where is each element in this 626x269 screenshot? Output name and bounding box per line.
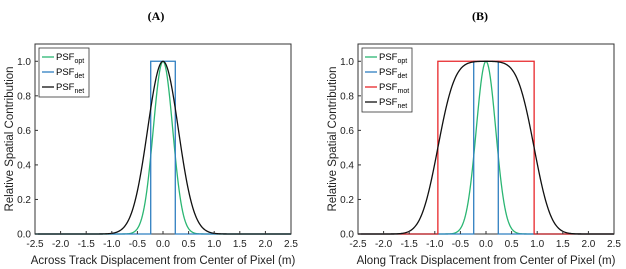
y-tick-label: 0.0 [340, 229, 354, 241]
legend-entry-opt: $PSF_{opt}$ [56, 52, 85, 65]
y-tick-label: 0.0 [17, 229, 31, 241]
legend-entry-net: $PSF_{net}$ [379, 97, 408, 110]
panel-a-label: (A) [147, 9, 165, 23]
panel-a-ylabel: Relative Spatial Contribution [4, 66, 16, 212]
x-tick-label: -1.5 [77, 239, 95, 250]
x-tick-label: -2.0 [51, 239, 70, 250]
y-tick-label: 0.8 [17, 91, 31, 103]
x-tick-label: 0.0 [156, 239, 170, 250]
y-tick-label: 0.6 [17, 125, 31, 137]
y-tick-label: 1.0 [17, 56, 31, 68]
x-tick-label: -2.0 [374, 239, 393, 250]
panel-a-legend [39, 48, 89, 97]
panel-a [4, 9, 298, 267]
y-tick-label: 0.6 [340, 125, 354, 137]
x-tick-label: 2.5 [284, 239, 298, 250]
x-tick-label: 2.0 [581, 239, 596, 250]
legend-entry-opt: $PSF_{opt}$ [379, 52, 408, 65]
x-tick-label: -2.5 [349, 239, 367, 250]
x-tick-label: 0.0 [479, 239, 493, 250]
y-tick-label: 0.2 [17, 194, 31, 206]
y-tick-label: 0.2 [340, 194, 354, 206]
legend-entry-mot: $PSF_{mot}$ [379, 82, 410, 95]
x-tick-label: 2.5 [607, 239, 621, 250]
x-tick-label: 2.0 [258, 239, 273, 250]
panel-b-label: (B) [472, 9, 488, 23]
legend-entry-net: $PSF_{net}$ [56, 82, 85, 95]
panel-b-ylabel: Relative Spatial Contribution [327, 66, 339, 212]
x-tick-label: 0.5 [181, 239, 196, 250]
y-tick-label: 0.8 [340, 91, 354, 103]
panel-a-xlabel: Across Track Displacement from Center of Pixel (m) [30, 255, 296, 267]
x-tick-label: 0.5 [504, 239, 519, 250]
x-tick-label: 1.0 [530, 239, 545, 250]
panel-b-legend [362, 48, 412, 112]
x-tick-label: 1.5 [232, 239, 247, 250]
y-tick-label: 1.0 [340, 56, 354, 68]
x-tick-label: -1.0 [103, 239, 121, 250]
x-tick-label: -1.0 [426, 239, 444, 250]
x-tick-label: -0.5 [128, 239, 147, 250]
panel-b [327, 9, 621, 267]
x-tick-label: -2.5 [26, 239, 44, 250]
x-tick-label: -0.5 [451, 239, 470, 250]
x-tick-label: 1.5 [555, 239, 570, 250]
x-tick-label: 1.0 [207, 239, 222, 250]
legend-entry-det: $PSF_{det}$ [379, 67, 408, 80]
y-tick-label: 0.4 [340, 160, 354, 172]
legend-entry-det: $PSF_{det}$ [56, 67, 85, 80]
y-tick-label: 0.4 [17, 160, 31, 172]
x-tick-label: -1.5 [400, 239, 418, 250]
panel-b-xlabel: Along Track Displacement from Center of Pixel (m) [356, 255, 616, 267]
